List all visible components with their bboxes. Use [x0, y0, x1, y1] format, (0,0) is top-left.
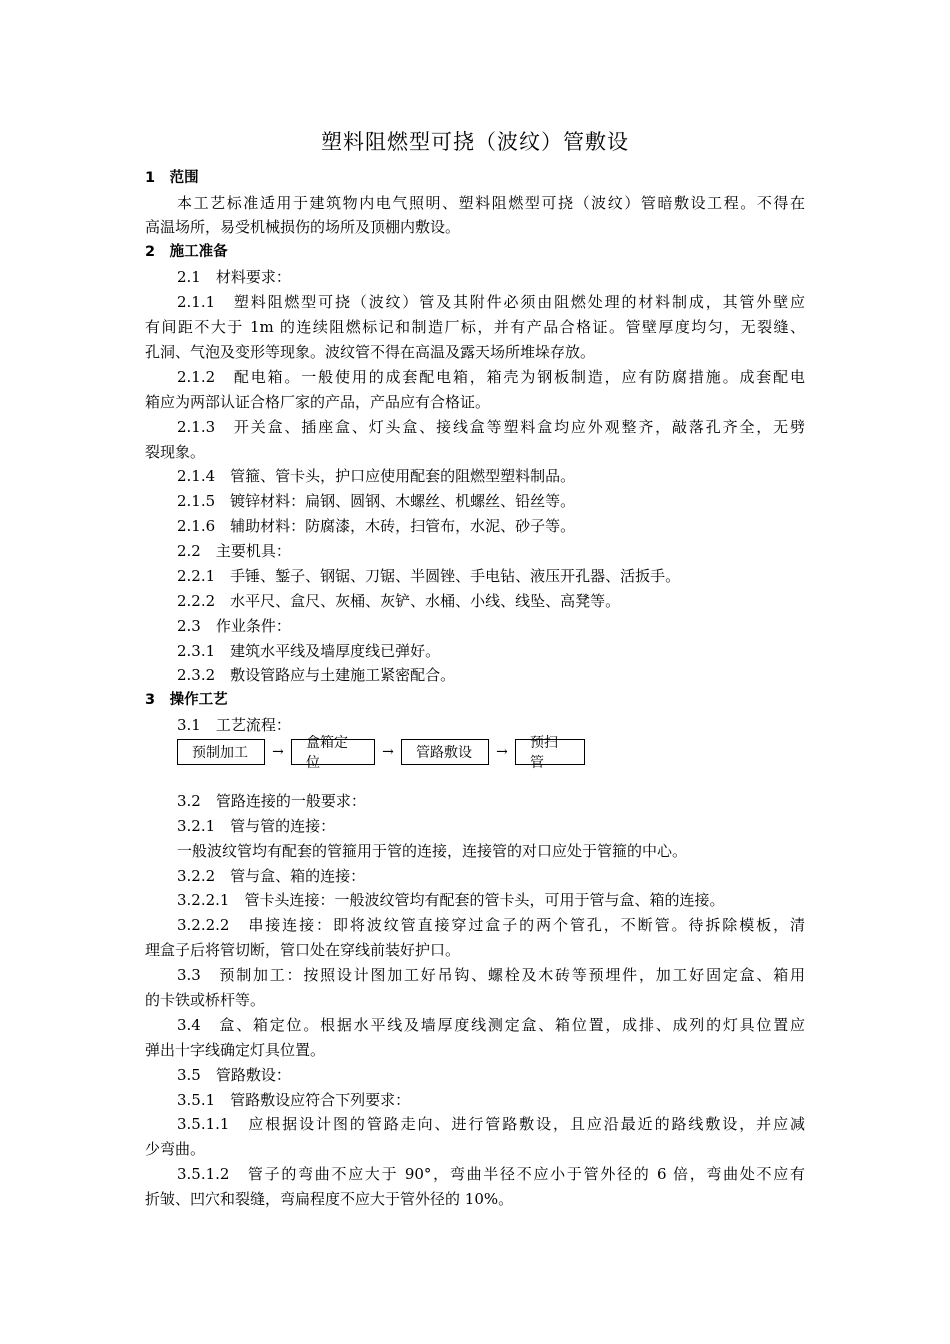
paragraph-line: 箱应为两部认证合格厂家的产品，产品应有合格证。 [145, 393, 491, 411]
flow-step: 盒箱定位 [291, 739, 375, 765]
subsection-heading: 2.3 作业条件： [177, 617, 291, 635]
paragraph-line: 高温场所，易受机械损伤的场所及顶棚内敷设。 [145, 218, 461, 236]
paragraph-line: 的卡铁或桥杆等。 [145, 991, 266, 1009]
subsection-heading: 3.2.2 管与盒、箱的连接： [177, 867, 366, 885]
paragraph-line: 2.1.3 开关盒、插座盒、灯头盒、接线盒等塑料盒均应外观整齐，敲落孔齐全，无劈 [177, 418, 805, 436]
paragraph-line: 2.2.2 水平尺、盒尺、灰桶、灰铲、水桶、小线、线坠、高凳等。 [177, 592, 621, 610]
paragraph-line: 2.1.1 塑料阻燃型可挠（波纹）管及其附件必须由阻燃处理的材料制成，其管外壁应 [177, 293, 805, 311]
section-1-heading: 1 范围 [145, 170, 199, 186]
flow-step: 预扫管 [515, 739, 585, 765]
paragraph-line: 2.2.1 手锤、錾子、钢锯、刀锯、半圆锉、手电钻、液压开孔器、活扳手。 [177, 567, 681, 585]
flow-step: 预制加工 [177, 739, 265, 765]
arrow-right-icon: → [496, 744, 508, 760]
subsection-heading: 3.5 管路敷设： [177, 1066, 291, 1084]
paragraph-line: 3.5.1.2 管子的弯曲不应大于 90°，弯曲半径不应小于管外径的 6 倍，弯曲处不应有 [177, 1165, 805, 1183]
paragraph-line: 裂现象。 [145, 443, 206, 461]
arrow-right-icon: → [272, 744, 284, 760]
subsection-heading: 3.2 管路连接的一般要求： [177, 792, 366, 810]
subsection-heading: 3.2.1 管与管的连接： [177, 817, 336, 835]
paragraph-line: 3.2.2.2 串接连接：即将波纹管直接穿过盒子的两个管孔，不断管。待拆除模板，清 [177, 916, 805, 934]
paragraph-line: 2.1.5 镀锌材料：扁钢、圆钢、木螺丝、机螺丝、铅丝等。 [177, 492, 576, 510]
arrow-right-icon: → [382, 744, 394, 760]
section-2-heading: 2 施工准备 [145, 244, 228, 260]
paragraph-line: 折皱、凹穴和裂缝，弯扁程度不应大于管外径的 10%。 [145, 1190, 514, 1208]
flow-step: 管路敷设 [401, 739, 489, 765]
paragraph-line: 弹出十字线确定灯具位置。 [145, 1041, 326, 1059]
paragraph-line: 2.1.4 管箍、管卡头，护口应使用配套的阻燃型塑料制品。 [177, 467, 576, 485]
paragraph-line: 3.5.1.1 应根据设计图的管路走向、进行管路敷设，且应沿最近的路线敷设，并应减 [177, 1115, 805, 1133]
subsection-heading: 3.1 工艺流程： [177, 716, 291, 734]
paragraph-line: 本工艺标准适用于建筑物内电气照明、塑料阻燃型可挠（波纹）管暗敷设工程。不得在 [177, 194, 805, 212]
paragraph-line: 3.4 盒、箱定位。根据水平线及墙厚度线测定盒、箱位置，成排、成列的灯具位置应 [177, 1016, 805, 1034]
subsection-heading: 2.1 材料要求： [177, 268, 291, 286]
paragraph-line: 3.2.2.1 管卡头连接：一般波纹管均有配套的管卡头，可用于管与盒、箱的连接。 [177, 891, 725, 909]
process-flow [177, 735, 585, 771]
document-title: 塑料阻燃型可挠（波纹）管敷设 [321, 130, 629, 154]
subsection-heading: 2.2 主要机具： [177, 542, 291, 560]
section-3-heading: 3 操作工艺 [145, 692, 228, 708]
paragraph-line: 3.3 预制加工：按照设计图加工好吊钩、螺栓及木砖等预埋件，加工好固定盒、箱用 [177, 966, 805, 984]
paragraph-line: 2.3.2 敷设管路应与土建施工紧密配合。 [177, 666, 456, 684]
paragraph-line: 一般波纹管均有配套的管箍用于管的连接，连接管的对口应处于管箍的中心。 [177, 842, 688, 860]
paragraph-line: 2.1.2 配电箱。一般使用的成套配电箱，箱壳为钢板制造，应有防腐措施。成套配电 [177, 368, 805, 386]
paragraph-line: 孔洞、气泡及变形等现象。波纹管不得在高温及露天场所堆垛存放。 [145, 343, 596, 361]
paragraph-line: 少弯曲。 [145, 1140, 206, 1158]
paragraph-line: 有间距不大于 1m 的连续阻燃标记和制造厂标，并有产品合格证。管壁厚度均匀，无裂缝、 [145, 318, 805, 336]
subsection-heading: 3.5.1 管路敷设应符合下列要求： [177, 1091, 411, 1109]
paragraph-line: 理盒子后将管切断，管口处在穿线前装好护口。 [145, 941, 461, 959]
paragraph-line: 2.3.1 建筑水平线及墙厚度线已弹好。 [177, 642, 441, 660]
paragraph-line: 2.1.6 辅助材料：防腐漆，木砖，扫管布，水泥、砂子等。 [177, 517, 576, 535]
